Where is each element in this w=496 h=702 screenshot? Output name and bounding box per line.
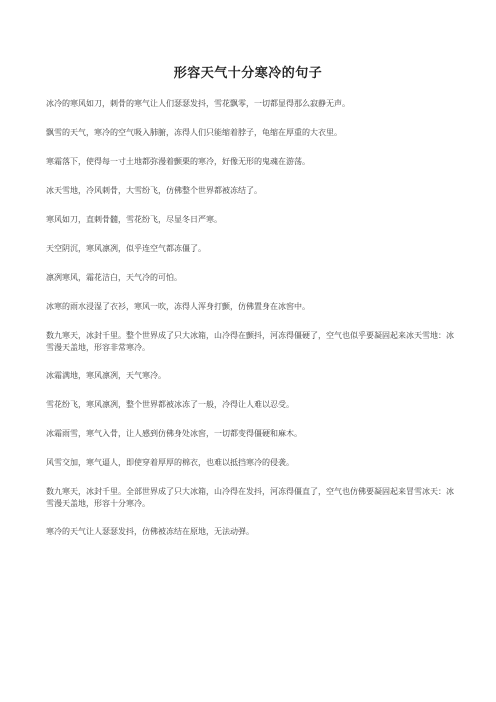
paragraph-13: 风雪交加，寒气逼人，即使穿着厚厚的棉衣，也难以抵挡寒冷的侵袭。: [46, 458, 294, 467]
paragraph-10: 冰霜满地，寒风凛冽，天气寒冷。: [46, 371, 166, 380]
paragraph-8: 冰寒的雨水浸湿了衣衫，寒风一吹，冻得人浑身打颤，仿佛置身在冰窖中。: [46, 302, 310, 311]
paragraph-12: 冰霜雨雪，寒气入骨，让人感到仿佛身处冰窖，一切都变得僵硬和麻木。: [46, 429, 302, 438]
page-title: 形容天气十分寒冷的句子: [173, 66, 323, 81]
paragraph-4: 冰天雪地，冷风刺骨，大雪纷飞，仿佛整个世界都被冻结了。: [46, 186, 262, 195]
document-body: [46, 98, 456, 555]
paragraph-15: 寒冷的天气让人瑟瑟发抖，仿佛被冻结在原地，无法动弹。: [46, 527, 254, 536]
paragraph-14: 数九寒天，冰封千里。全部世界成了只大冰箱，山冷得在发抖，河冻得僵直了，空气也仿佛要凝固起来冒雪冰天：冰雪漫天盖地，形容十分寒冷。: [46, 487, 454, 508]
paragraph-7: 凛冽寒风，霜花洁白，天气冷的可怕。: [46, 273, 182, 282]
paragraph-3: 寒霜落下，使得每一寸土地都弥漫着颤栗的寒冷，好像无形的鬼魂在游荡。: [46, 157, 310, 166]
paragraph-11: 雪花纷飞，寒风凛冽，整个世界都被冰冻了一般，冷得让人难以忍受。: [46, 400, 294, 409]
paragraph-6: 天空阴沉，寒风凛冽，似乎连空气都冻僵了。: [46, 244, 206, 253]
paragraph-9: 数九寒天，冰封千里。整个世界成了只大冰箱，山冷得在颤抖，河冻得僵硬了，空气也似乎要凝固起来冰天雪地：冰雪漫天盖地，形容非常寒冷。: [46, 331, 454, 352]
paragraph-1: 冰冷的寒风如刀，刺骨的寒气让人们瑟瑟发抖，雪花飘零，一切都显得那么寂静无声。: [46, 99, 350, 108]
paragraph-5: 寒风如刀，直刺骨髓，雪花纷飞，尽显冬日严寒。: [46, 215, 222, 224]
paragraph-2: 飘雪的天气，寒冷的空气吸入肺腑，冻得人们只能缩着脖子，龟缩在厚重的大衣里。: [46, 128, 342, 137]
